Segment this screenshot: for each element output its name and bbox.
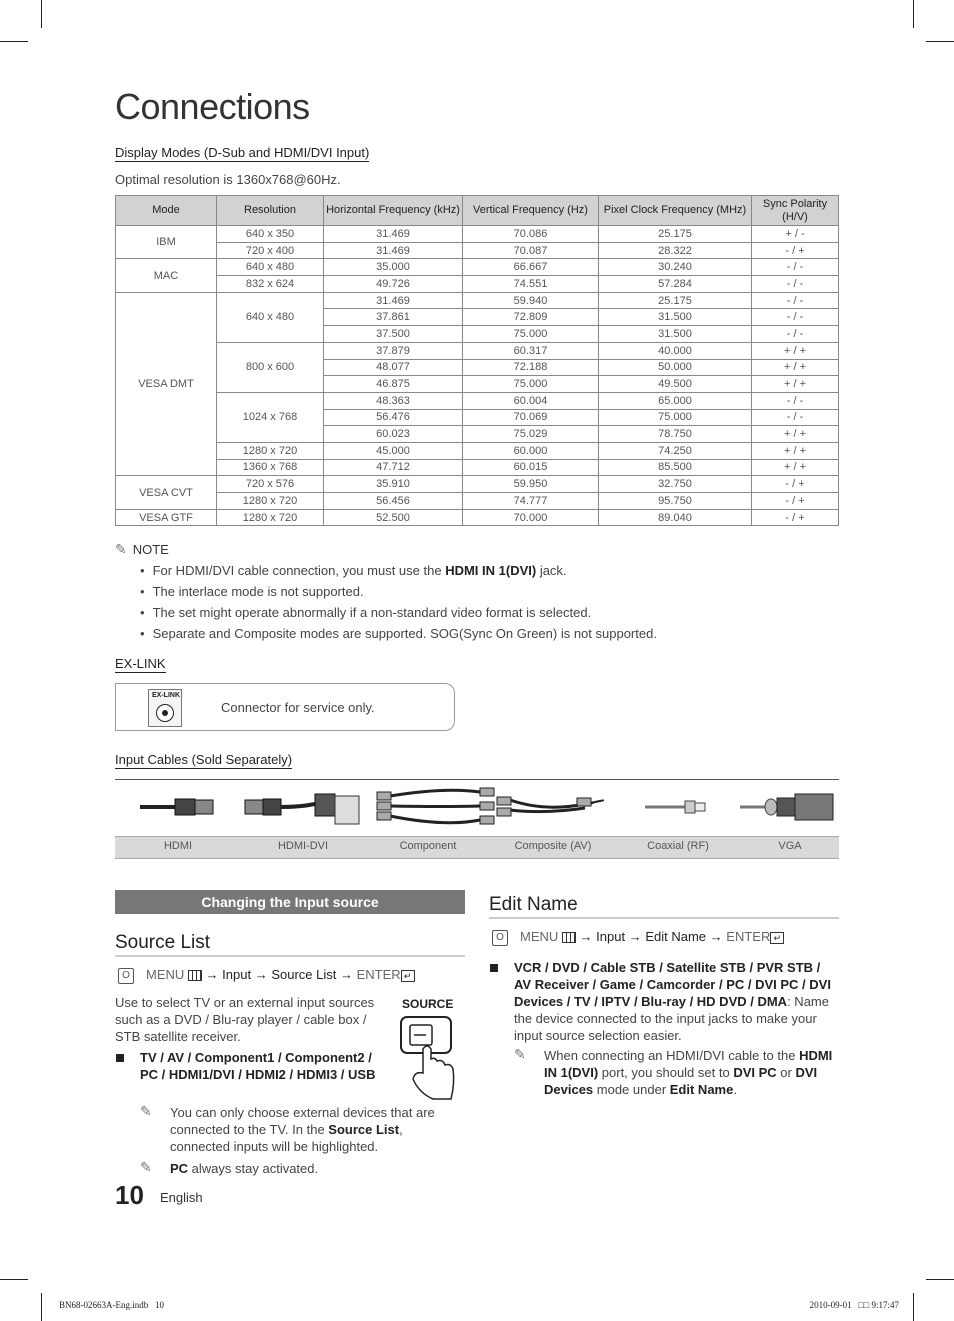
value-cell: - / - <box>752 392 839 409</box>
list-item: • The set might operate abnormally if a non-standard video format is selected. <box>140 604 657 625</box>
value-cell: 59.950 <box>463 476 599 493</box>
menu-grid-icon <box>562 932 576 943</box>
mode-cell: IBM <box>116 226 217 259</box>
crop-mark <box>913 0 914 28</box>
value-cell: 32.750 <box>599 476 752 493</box>
cable-label-composite: Composite (AV) <box>514 840 592 852</box>
value-cell: 31.500 <box>599 326 752 343</box>
value-cell: - / + <box>752 476 839 493</box>
menu-input: Input <box>222 967 252 982</box>
value-cell: 52.500 <box>324 509 463 526</box>
note-text: When connecting an HDMI/DVI cable to the <box>544 1048 800 1063</box>
enter-icon: ↵ <box>401 970 415 982</box>
table-header: Sync Polarity (H/V) <box>752 196 839 226</box>
value-cell: + / + <box>752 359 839 376</box>
value-cell: 74.250 <box>599 442 752 459</box>
value-cell: 70.069 <box>463 409 599 426</box>
arrow: → <box>628 929 642 944</box>
value-cell: 72.809 <box>463 309 599 326</box>
port-ring <box>156 704 174 722</box>
crop-mark <box>926 41 954 42</box>
value-cell: + / + <box>752 342 839 359</box>
value-cell: 70.086 <box>463 226 599 243</box>
table-header: Pixel Clock Frequency (MHz) <box>599 196 752 226</box>
value-cell: 57.284 <box>599 276 752 293</box>
value-cell: 31.469 <box>324 242 463 259</box>
hand-pressing-icon <box>399 1013 457 1103</box>
pencil-icon: ✎ <box>140 1103 152 1119</box>
value-cell: 45.000 <box>324 442 463 459</box>
mode-cell: VESA DMT <box>116 292 217 476</box>
resolution-cell: 1024 x 768 <box>217 392 324 442</box>
resolution-cell: 1360 x 768 <box>217 459 324 476</box>
value-cell: 48.077 <box>324 359 463 376</box>
remote-icon: O <box>118 968 134 984</box>
value-cell: 75.000 <box>463 326 599 343</box>
mode-cell: VESA CVT <box>116 476 217 509</box>
value-cell: 35.000 <box>324 259 463 276</box>
note-bold: PC <box>170 1161 189 1176</box>
divider <box>115 955 465 957</box>
value-cell: - / + <box>752 493 839 510</box>
value-cell: 72.188 <box>463 359 599 376</box>
resolution-cell: 720 x 576 <box>217 476 324 493</box>
enter-label: ENTER <box>356 967 401 982</box>
value-cell: + / - <box>752 226 839 243</box>
menu-item: Edit Name <box>645 929 707 944</box>
hdmi-dvi-cable-icon <box>245 794 359 824</box>
value-cell: 50.000 <box>599 359 752 376</box>
vga-cable-icon <box>740 794 833 820</box>
exlink-heading: EX-LINK <box>115 656 166 671</box>
value-cell: 74.551 <box>463 276 599 293</box>
port-pin <box>162 710 168 716</box>
edit-name-menu-path <box>492 929 784 946</box>
menu-grid-icon <box>188 970 202 981</box>
value-cell: 40.000 <box>599 342 752 359</box>
table-row <box>116 226 839 243</box>
cable-label-hdmi: HDMI <box>163 840 193 852</box>
value-cell: + / + <box>752 459 839 476</box>
note-bold: Source List <box>328 1122 400 1137</box>
changing-input-source-bar: Changing the Input source <box>115 890 465 914</box>
cable-labels-bar <box>115 836 839 859</box>
table-header: Horizontal Frequency (kHz) <box>324 196 463 226</box>
options-bold: VCR / DVD / Cable STB / Satellite STB / PVR STB / AV Receiver / Game / Camcorder / PC / DVI PC / DVI Devices / TV / IPTV / Blu-ray / HD DVD / DMA <box>514 960 831 1009</box>
exlink-box <box>115 683 455 731</box>
value-cell: 35.910 <box>324 476 463 493</box>
crop-mark <box>0 1279 28 1280</box>
crop-mark <box>913 1293 914 1321</box>
value-cell: 31.500 <box>599 309 752 326</box>
menu-label: MENU <box>146 967 185 982</box>
note-text: mode under <box>593 1082 670 1097</box>
table-header: Vertical Frequency (Hz) <box>463 196 599 226</box>
source-list-options: TV / AV / Component1 / Component2 / PC / HDMI1/DVI / HDMI2 / HDMI3 / USB <box>140 1050 376 1082</box>
value-cell: 31.469 <box>324 226 463 243</box>
resolution-cell: 640 x 480 <box>217 259 324 276</box>
table-header: Resolution <box>217 196 324 226</box>
value-cell: 49.500 <box>599 376 752 393</box>
value-cell: 25.175 <box>599 226 752 243</box>
source-list-description: Use to select TV or an external input sources such as a DVD / Blu-ray player / cable box / STB satellite receiver. <box>115 995 375 1044</box>
value-cell: 37.879 <box>324 342 463 359</box>
value-cell: 75.029 <box>463 426 599 443</box>
list-item: • Separate and Composite modes are supported. SOG(Sync On Green) is not supported. <box>140 625 657 646</box>
value-cell: - / - <box>752 326 839 343</box>
footer-timestamp: 2010-09-01 □□ 9:17:47 <box>809 1300 899 1310</box>
resolution-cell: 720 x 400 <box>217 242 324 259</box>
note-list <box>140 562 657 646</box>
resolution-cell: 832 x 624 <box>217 276 324 293</box>
table-row <box>116 459 839 476</box>
value-cell: - / - <box>752 259 839 276</box>
coaxial-cable-icon <box>645 801 705 813</box>
note-heading <box>115 541 169 558</box>
pencil-icon: ✎ <box>115 541 127 557</box>
divider <box>115 779 839 780</box>
edit-name-heading: Edit Name <box>489 894 578 915</box>
source-list-note-1 <box>170 1104 464 1155</box>
arrow: → <box>340 967 353 982</box>
page-title: Connections <box>115 86 310 127</box>
list-item <box>140 562 657 583</box>
composite-cable-icon <box>497 797 603 816</box>
value-cell: 85.500 <box>599 459 752 476</box>
mode-cell: VESA GTF <box>116 509 217 526</box>
note-text: . <box>733 1082 737 1097</box>
value-cell: 74.777 <box>463 493 599 510</box>
value-cell: 59.940 <box>463 292 599 309</box>
resolution-cell: 1280 x 720 <box>217 442 324 459</box>
table-row <box>116 476 839 493</box>
value-cell: 70.087 <box>463 242 599 259</box>
arrow: → <box>254 967 268 982</box>
table-row <box>116 292 839 309</box>
page-number: 10 <box>115 1180 144 1210</box>
value-cell: 49.726 <box>324 276 463 293</box>
edit-name-options <box>514 959 838 1044</box>
table-row <box>116 242 839 259</box>
remote-icon: O <box>492 930 508 946</box>
note-bold: Edit Name <box>669 1082 734 1097</box>
crop-mark <box>926 1279 954 1280</box>
note-text: port, you should set to <box>598 1065 734 1080</box>
value-cell: - / + <box>752 509 839 526</box>
value-cell: - / - <box>752 409 839 426</box>
hdmi-cable-icon <box>140 799 213 815</box>
value-cell: 75.000 <box>463 376 599 393</box>
value-cell: 60.015 <box>463 459 599 476</box>
value-cell: - / - <box>752 276 839 293</box>
value-cell: 56.476 <box>324 409 463 426</box>
value-cell: 60.317 <box>463 342 599 359</box>
note-text: For HDMI/DVI cable connection, you must use the <box>152 563 446 578</box>
input-cables-heading: Input Cables (Sold Separately) <box>115 752 293 767</box>
crop-mark <box>41 0 42 28</box>
value-cell: 75.000 <box>599 409 752 426</box>
resolution-cell: 640 x 480 <box>217 292 324 342</box>
value-cell: + / + <box>752 376 839 393</box>
value-cell: 30.240 <box>599 259 752 276</box>
value-cell: - / - <box>752 292 839 309</box>
cable-label-coaxial: Coaxial (RF) <box>647 840 709 852</box>
table-row <box>116 493 839 510</box>
arrow: → <box>205 967 219 982</box>
exlink-port-icon <box>148 689 182 727</box>
resolution-cell: 640 x 350 <box>217 226 324 243</box>
resolution-cell: 800 x 600 <box>217 342 324 392</box>
crop-mark <box>41 1293 42 1321</box>
exlink-icon-label: EX-LINK <box>152 692 180 699</box>
cables-illustration <box>115 782 839 834</box>
source-list-heading: Source List <box>115 932 211 953</box>
table-row <box>116 342 839 359</box>
menu-item: Source List <box>271 967 337 982</box>
page-language: English <box>160 1190 203 1205</box>
value-cell: 28.322 <box>599 242 752 259</box>
value-cell: 95.750 <box>599 493 752 510</box>
value-cell: 31.469 <box>324 292 463 309</box>
table-header: Mode <box>116 196 217 226</box>
divider <box>489 917 839 919</box>
value-cell: 37.500 <box>324 326 463 343</box>
table-row <box>116 276 839 293</box>
menu-label: MENU <box>520 929 559 944</box>
menu-input: Input <box>596 929 626 944</box>
note-bold: HDMI IN 1(DVI) <box>544 1048 833 1080</box>
note-text: or <box>776 1065 796 1080</box>
value-cell: - / + <box>752 242 839 259</box>
table-row <box>116 392 839 409</box>
optimal-resolution-text: Optimal resolution is 1360x768@60Hz. <box>115 172 341 187</box>
value-cell: + / + <box>752 442 839 459</box>
table-row <box>116 442 839 459</box>
enter-label: ENTER <box>726 929 771 944</box>
crop-mark <box>0 41 28 42</box>
display-modes-table <box>115 195 839 526</box>
value-cell: 78.750 <box>599 426 752 443</box>
table-row <box>116 259 839 276</box>
resolution-cell: 1280 x 720 <box>217 509 324 526</box>
note-text: jack. <box>536 563 567 578</box>
value-cell: 66.667 <box>463 259 599 276</box>
options-text: : Name the device connected to the input jacks to make your input source selection easier. <box>514 994 829 1043</box>
value-cell: - / - <box>752 309 839 326</box>
value-cell: 60.023 <box>324 426 463 443</box>
source-list-note-2 <box>170 1160 318 1177</box>
value-cell: 70.000 <box>463 509 599 526</box>
note-bold: HDMI IN 1(DVI) <box>445 563 537 578</box>
cable-label-vga: VGA <box>778 840 802 852</box>
footer-file: BN68-02663A-Eng.indb 10 <box>59 1300 164 1310</box>
pencil-icon: ✎ <box>514 1046 526 1062</box>
value-cell: 47.712 <box>324 459 463 476</box>
note-text: , connected inputs will be highlighted. <box>170 1122 403 1154</box>
value-cell: 56.456 <box>324 493 463 510</box>
pencil-icon: ✎ <box>140 1159 152 1175</box>
cable-label-component: Component <box>399 840 457 852</box>
list-item: • The interlace mode is not supported. <box>140 583 657 604</box>
value-cell: 89.040 <box>599 509 752 526</box>
note-text: You can only choose external devices that are connected to the TV. In the <box>170 1105 435 1137</box>
note-label: NOTE <box>132 542 169 557</box>
enter-icon: ↵ <box>770 932 784 944</box>
value-cell: 48.363 <box>324 392 463 409</box>
resolution-cell: 1280 x 720 <box>217 493 324 510</box>
value-cell: 46.875 <box>324 376 463 393</box>
display-modes-heading: Display Modes (D-Sub and HDMI/DVI Input) <box>115 145 370 160</box>
value-cell: 37.861 <box>324 309 463 326</box>
exlink-description: Connector for service only. <box>221 700 375 715</box>
value-cell: 60.000 <box>463 442 599 459</box>
arrow: → <box>709 929 723 944</box>
value-cell: + / + <box>752 426 839 443</box>
value-cell: 65.000 <box>599 392 752 409</box>
cable-label-hdmi-dvi: HDMI-DVI <box>277 840 329 852</box>
source-button-label: SOURCE <box>402 997 454 1011</box>
value-cell: 60.004 <box>463 392 599 409</box>
bullet-square-icon <box>490 964 498 972</box>
source-button-illustration <box>399 997 457 1103</box>
mode-cell: MAC <box>116 259 217 292</box>
note-bold: DVI Devices <box>544 1065 818 1097</box>
component-cable-icon <box>377 788 494 824</box>
edit-name-note <box>544 1047 840 1098</box>
bullet-square-icon <box>116 1054 124 1062</box>
source-list-menu-path <box>118 967 415 984</box>
table-row <box>116 509 839 526</box>
note-bold: DVI PC <box>733 1065 777 1080</box>
value-cell: 25.175 <box>599 292 752 309</box>
note-text: always stay activated. <box>188 1161 319 1176</box>
arrow: → <box>579 929 593 944</box>
